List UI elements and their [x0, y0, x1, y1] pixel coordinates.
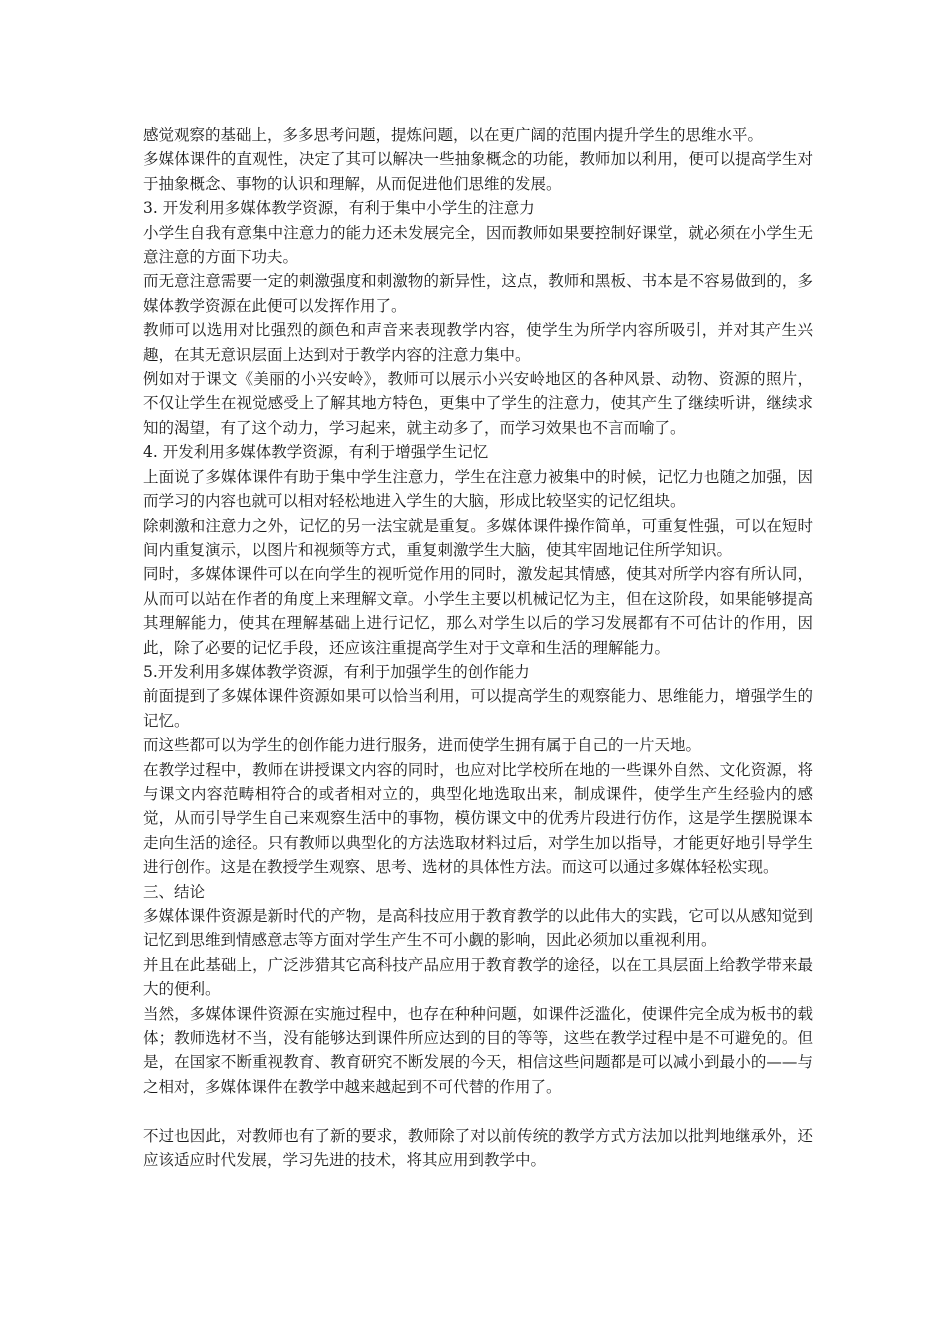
section-heading: 3. 开发利用多媒体教学资源，有利于集中小学生的注意力 [143, 199, 535, 218]
paragraph: 教师可以选用对比强烈的颜色和声音来表现教学内容，使学生为所学内容所吸引，并对其产生兴趣，在其无意识层面上达到对于教学内容的注意力集中。 [143, 321, 813, 364]
section-heading: 4. 开发利用多媒体教学资源，有利于增强学生记忆 [143, 443, 489, 462]
paragraph: 而无意注意需要一定的刺激强度和刺激物的新异性，这点，教师和黑板、书本是不容易做到的，多媒体教学资源在此便可以发挥作用了。 [143, 272, 813, 315]
paragraph: 不过也因此，对教师也有了新的要求，教师除了对以前传统的教学方式方法加以批判地继承外，还应该适应时代发展，学习先进的技术，将其应用到教学中。 [143, 1126, 813, 1170]
paragraph: 同时，多媒体课件可以在向学生的视听觉作用的同时，激发起其情感，使其对所学内容有所认同，从而可以站在作者的角度上来理解文章。小学生主要以机械记忆为主，但在这阶段，如果能够提高其理解能力，使其在理解基础上进行记忆，那么对学生以后的学习发展都有不可估计的作用，因此，除了必要的记忆手段，还应该注重提高学生对于文章和生活的理解能力。 [143, 565, 813, 657]
paragraph: 多媒体课件资源是新时代的产物，是高科技应用于教育教学的以此伟大的实践，它可以从感知觉到记忆到思维到情感意志等方面对学生产生不可小觑的影响，因此必须加以重视利用。 [143, 907, 813, 950]
section-heading: 5.开发利用多媒体教学资源，有利于加强学生的创作能力 [143, 662, 530, 681]
paragraph: 并且在此基础上，广泛涉猎其它高科技产品应用于教育教学的途径，以在工具层面上给教学带来最大的便利。 [143, 955, 813, 999]
paragraph: 前面提到了多媒体课件资源如果可以恰当利用，可以提高学生的观察能力、思维能力，增强学生的记忆。 [143, 687, 813, 730]
paragraph: 而这些都可以为学生的创作能力进行服务，进而使学生拥有属于自己的一片天地。 [143, 736, 702, 755]
document-body [143, 123, 813, 1172]
paragraph: 感觉观察的基础上，多多思考问题，提炼问题，以在更广阔的范围内提升学生的思维水平。 [143, 126, 764, 144]
section-heading: 三、结论 [143, 882, 206, 901]
paragraph: 除刺激和注意力之外，记忆的另一法宝就是重复。多媒体课件操作简单，可重复性强，可以在短时间内重复演示，以图片和视频等方式，重复刺激学生大脑，使其牢固地记住所学知识。 [143, 516, 813, 559]
paragraph: 在教学过程中，教师在讲授课文内容的同时，也应对比学校所在地的一些课外自然、文化资源，将与课文内容范畴相符合的或者相对立的，典型化地选取出来，制成课件，使学生产生经验内的感觉，从而引导学生自己来观察生活中的事物，模仿课文中的优秀片段进行仿作，这是学生摆脱课本走向生活的途径。只有教师以典型化的方法选取材料过后，对学生加以指导，才能更好地引导学生进行创作。这是在教授学生观察、思考、选材的具体性方法。而这可以通过多媒体轻松实现。 [143, 760, 813, 877]
paragraph: 当然，多媒体课件资源在实施过程中，也存在种种问题，如课件泛滥化，使课件完全成为板书的载体；教师选材不当，没有能够达到课件所应达到的目的等等，这些在教学过程中是不可避免的。但是，在国家不断重视教育、教育研究不断发展的今天，相信这些问题都是可以减小到最小的——与之相对，多媒体课件在教学中越来越起到不可代替的作用了。 [143, 1004, 813, 1096]
paragraph: 上面说了多媒体课件有助于集中学生注意力，学生在注意力被集中的时候，记忆力也随之加强，因而学习的内容也就可以相对轻松地进入学生的大脑，形成比较坚实的记忆组块。 [143, 467, 813, 511]
paragraph: 多媒体课件的直观性，决定了其可以解决一些抽象概念的功能，教师加以利用，便可以提高学生对于抽象概念、事物的认识和理解，从而促进他们思维的发展。 [143, 150, 813, 193]
blank-line [143, 1099, 813, 1123]
paragraph: 小学生自我有意集中注意力的能力还未发展完全，因而教师如果要控制好课堂，就必须在小学生无意注意的方面下功夫。 [143, 223, 813, 267]
paragraph: 例如对于课文《美丽的小兴安岭》，教师可以展示小兴安岭地区的各种风景、动物、资源的照片，不仅让学生在视觉感受上了解其地方特色，更集中了学生的注意力，使其产生了继续听讲，继续求知的渴望，有了这个动力，学习起来，就主动多了，而学习效果也不言而喻了。 [143, 370, 813, 437]
